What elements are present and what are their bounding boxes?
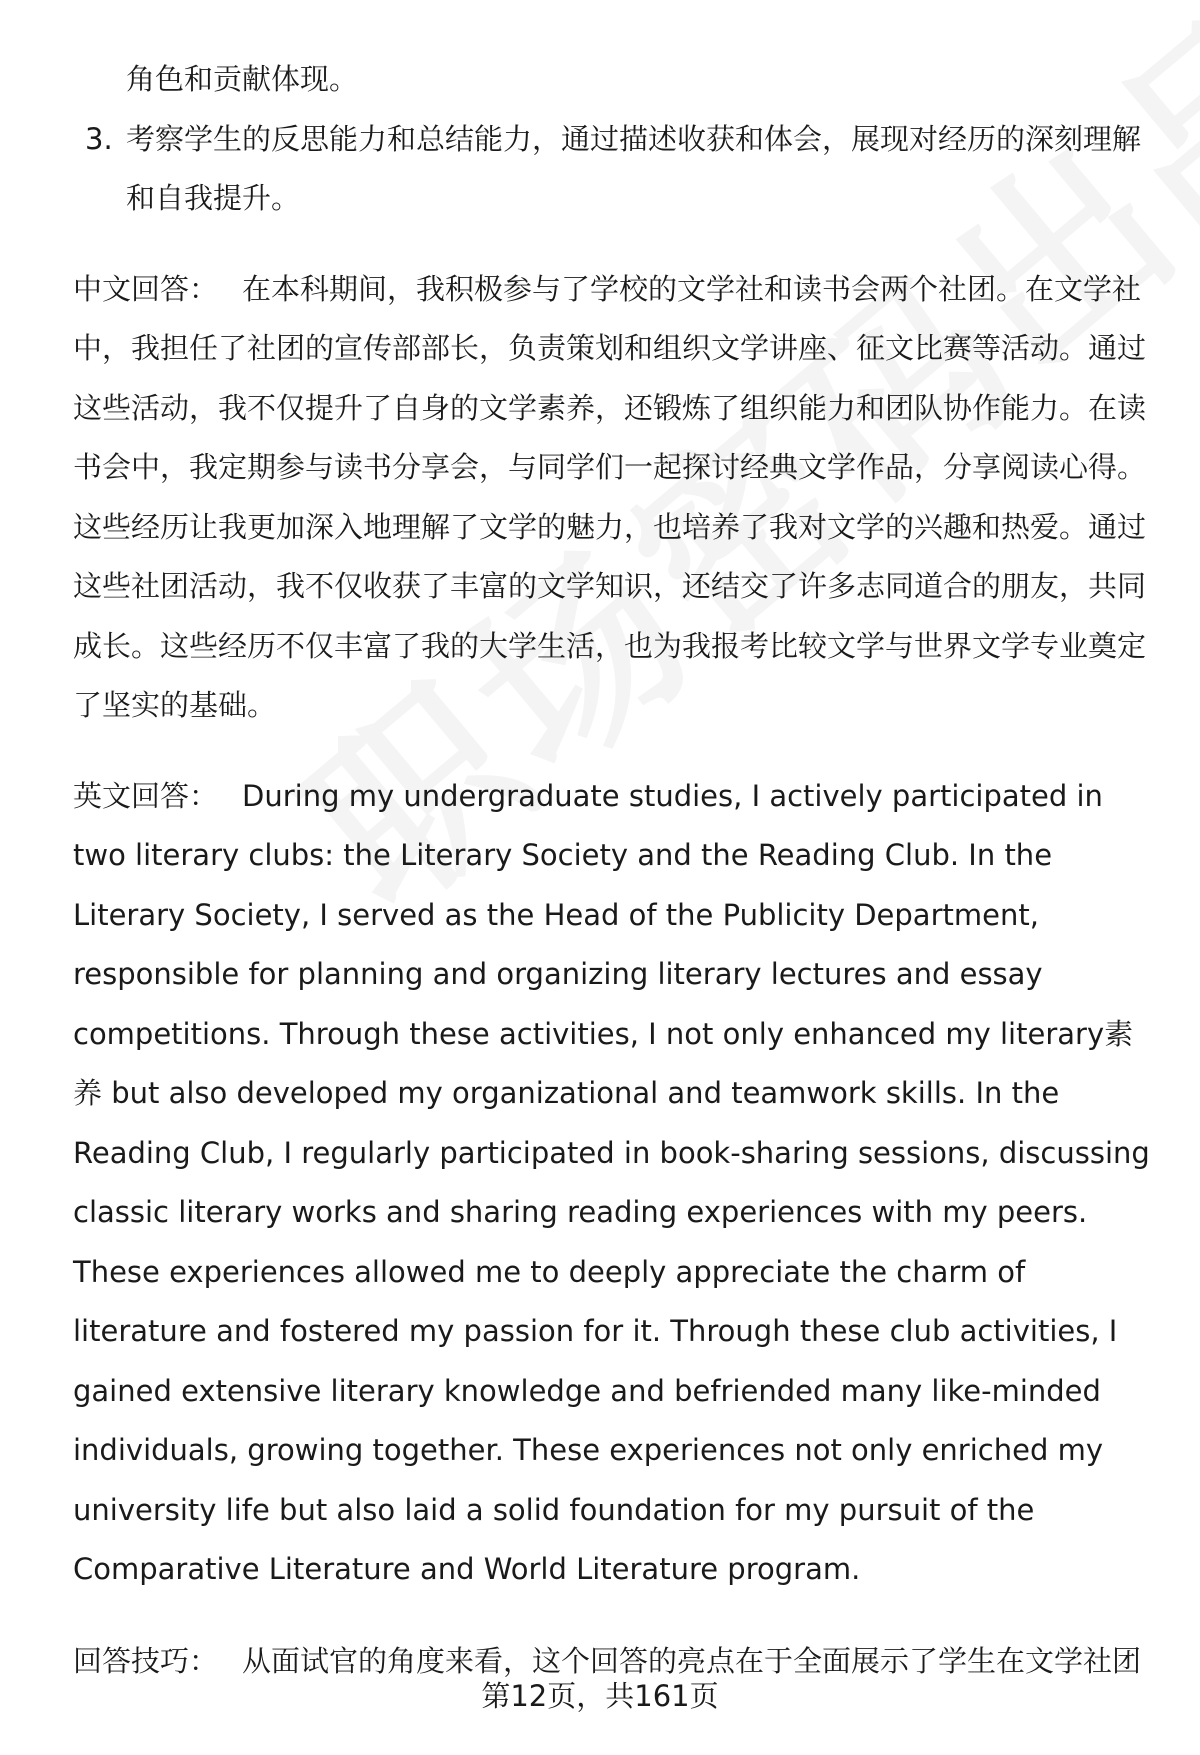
english-answer [73, 767, 1153, 1600]
page-indicator: 第12页，共161页 [481, 1679, 719, 1713]
page-footer [0, 1676, 1200, 1716]
list-item-number: 3. [85, 121, 113, 156]
chinese-answer [73, 260, 1153, 736]
list-item-continuation: 角色和贡献体现。 [126, 62, 359, 96]
answer-tips-text: 从面试官的角度来看，这个回答的亮点在于全面展示了学生在文学社团 [242, 1643, 1142, 1678]
english-answer-label: 英文回答： [73, 778, 219, 813]
list-item-text: 考察学生的反思能力和总结能力，通过描述收获和体会，展现对经历的深刻理解和自我提升。 [126, 121, 1142, 215]
chinese-answer-text: 在本科期间，我积极参与了学校的文学社和读书会两个社团。在文学社中，我担任了社团的宣传部部长，负责策划和组织文学讲座、征文比赛等活动。通过这些活动，我不仅提升了自身的文学素养，还锻炼了组织能力和团队协作能力。在读书会中，我定期参与读书分享会，与同学们一起探讨经典文学作品，分享阅读心得。这些经历让我更加深入地理解了文学的魅力，也培养了我对文学的兴趣和热爱。通过这些社团活动，我不仅收获了丰富的文学知识，还结交了许多志同道合的朋友，共同成长。这些经历不仅丰富了我的大学生活，也为我报考比较文学与世界文学专业奠定了坚实的基础。 [73, 271, 1147, 722]
chinese-answer-label: 中文回答： [73, 271, 219, 306]
answer-tips-label: 回答技巧： [73, 1643, 219, 1678]
english-answer-text: During my undergraduate studies, I actively participated in two literary clubs: the Literary Society and the Reading Club. In the Literary Society, I served as the Head of the Publicity Department, responsible for planning and organizing literary lectures and essay competitions. Through these activities, I not only enhanced my literary素养 but also developed my organizational and teamwork skills. In the Reading Club, I regularly participated in book-sharing sessions, discussing classic literary works and sharing reading experiences with my peers. These experiences allowed me to deeply appreciate the charm of literature and fostered my passion for it. Through these club activities, I gained extensive literary knowledge and befriended many like-minded individuals, growing together. These experiences not only enriched my university life but also laid a solid foundation for my pursuit of the Comparative Literature and World Literature program. [73, 778, 1150, 1586]
page-content [73, 50, 1153, 1691]
list-item-3 [73, 110, 1153, 229]
